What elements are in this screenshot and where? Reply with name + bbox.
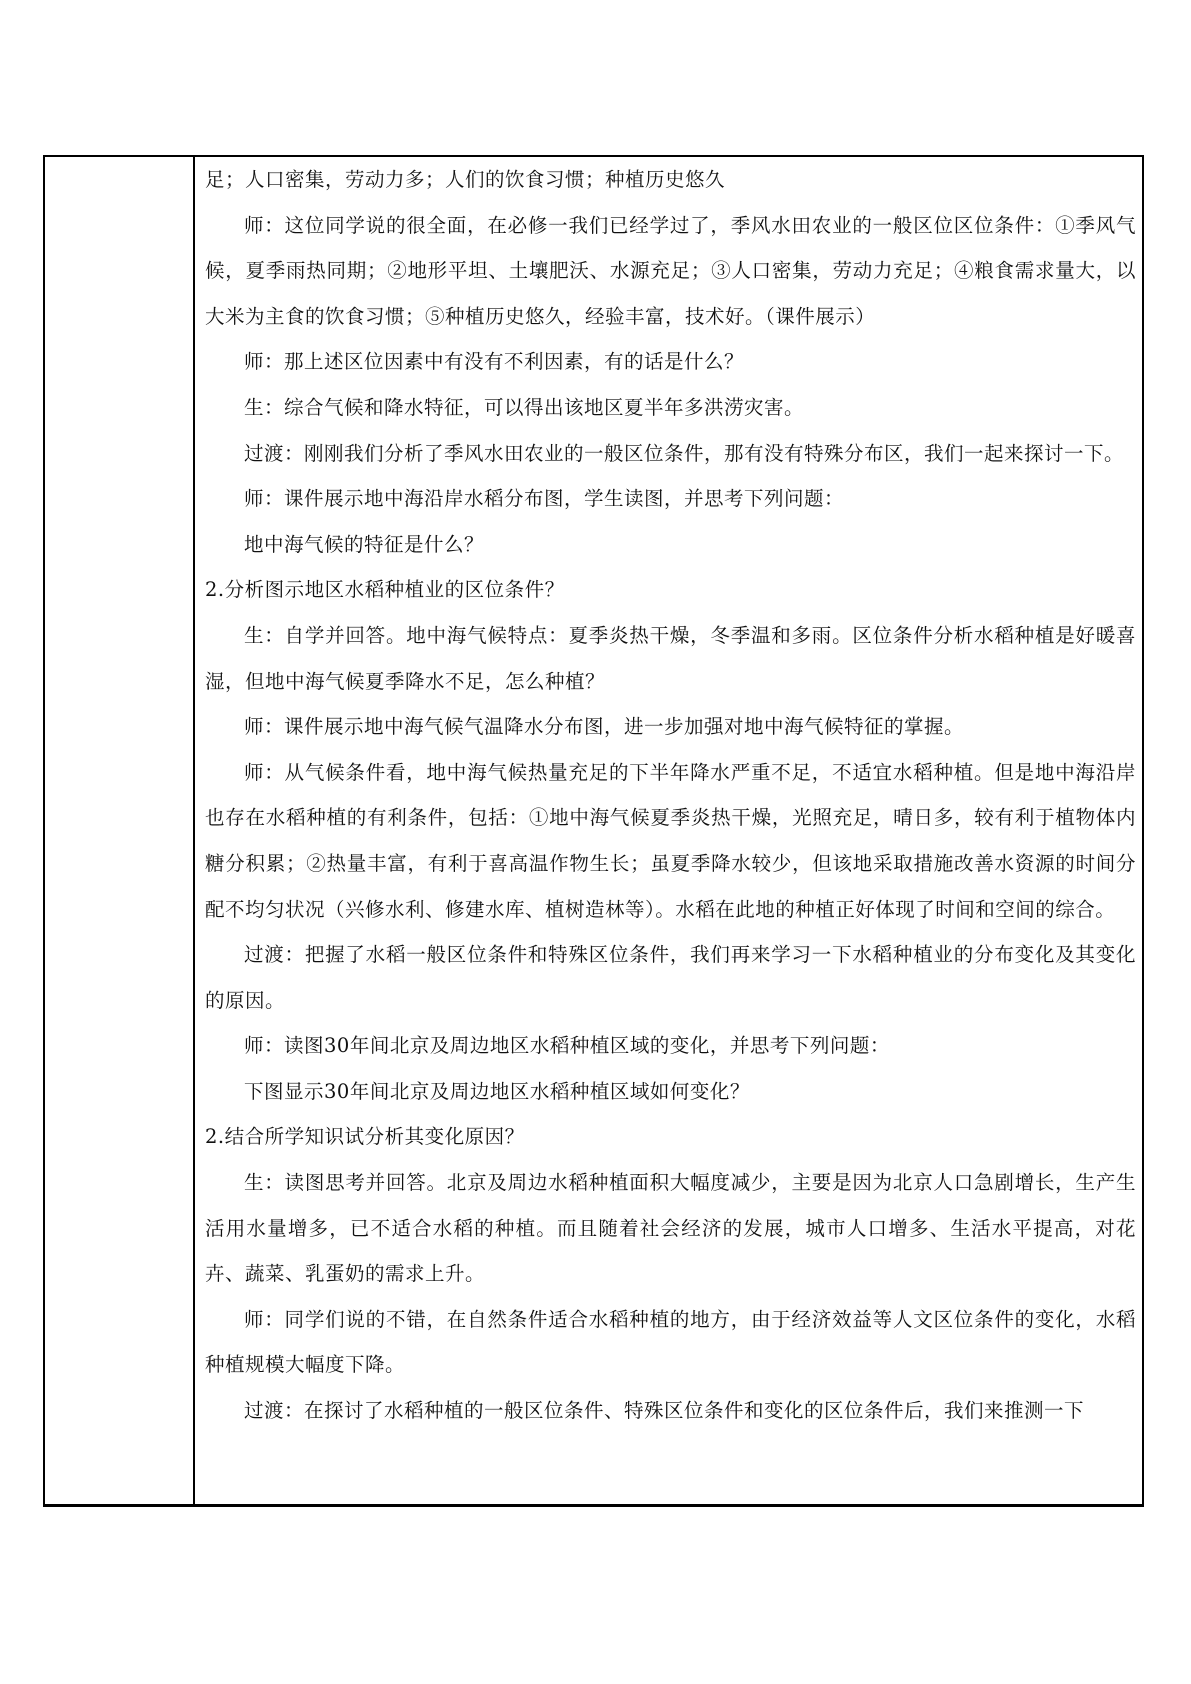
paragraph: 师：这位同学说的很全面，在必修一我们已经学过了，季风水田农业的一般区位区位条件：①季风气候，夏季雨热同期；②地形平坦、土壤肥沃、水源充足；③人口密集，劳动力充足；④粮食需求量大，以大米为主食的饮食习惯；⑤种植历史悠久，经验丰富，技术好。（课件展示） (205, 213, 1136, 328)
paragraph: 生：读图思考并回答。北京及周边水稻种植面积大幅度减少，主要是因为北京人口急剧增长，生产生活用水量增多，已不适合水稻的种植。而且随着社会经济的发展，城市人口增多、生活水平提高，对花卉、蔬菜、乳蛋奶的需求上升。 (205, 1171, 1136, 1286)
column-divider (193, 157, 195, 1504)
paragraph: 2.结合所学知识试分析其变化原因？ (205, 1125, 525, 1149)
paragraph: 过渡：在探讨了水稻种植的一般区位条件、特殊区位条件和变化的区位条件后，我们来推测一下 (244, 1399, 1085, 1423)
paragraph: 生：综合气候和降水特征，可以得出该地区夏半年多洪涝灾害。 (244, 395, 805, 419)
paragraph: 足；人口密集，劳动力多；人们的饮食习惯；种植历史悠久 (205, 168, 726, 191)
paragraph: 2.分析图示地区水稻种植业的区位条件？ (205, 578, 565, 602)
paragraph: 师：那上述区位因素中有没有不利因素，有的话是什么？ (244, 350, 745, 374)
paragraph: 过渡：把握了水稻一般区位条件和特殊区位条件，我们再来学习一下水稻种植业的分布变化及其变化的原因。 (205, 943, 1136, 1012)
lesson-content-cell (205, 157, 1136, 1434)
paragraph: 下图显示30年间北京及周边地区水稻种植区域如何变化？ (244, 1079, 750, 1103)
paragraph: 师：课件展示地中海沿岸水稻分布图，学生读图，并思考下列问题： (244, 487, 845, 511)
paragraph: 生：自学并回答。地中海气候特点：夏季炎热干燥，冬季温和多雨。区位条件分析水稻种植是好暖喜湿，但地中海气候夏季降水不足，怎么种植？ (205, 623, 1136, 693)
paragraph: 师：从气候条件看，地中海气候热量充足的下半年降水严重不足，不适宜水稻种植。但是地中海沿岸也存在水稻种植的有利条件，包括：①地中海气候夏季炎热干燥，光照充足，晴日多，较有利于植物体内糖分积累；②热量丰富，有利于喜高温作物生长；虽夏季降水较少，但该地采取措施改善水资源的时间分配不均匀状况（兴修水利、修建水库、植树造林等）。水稻在此地的种植正好体现了时间和空间的综合。 (205, 760, 1136, 921)
paragraph: 地中海气候的特征是什么？ (244, 532, 485, 556)
paragraph: 师：读图30年间北京及周边地区水稻种植区域的变化，并思考下列问题： (244, 1034, 890, 1058)
paragraph: 师：同学们说的不错，在自然条件适合水稻种植的地方，由于经济效益等人文区位条件的变化，水稻种植规模大幅度下降。 (205, 1307, 1136, 1377)
paragraph: 师：课件展示地中海气候气温降水分布图，进一步加强对地中海气候特征的掌握。 (244, 715, 965, 739)
lesson-table (43, 155, 1144, 1507)
paragraph: 过渡：刚刚我们分析了季风水田农业的一般区位条件，那有没有特殊分布区，我们一起来探讨一下。 (244, 441, 1125, 465)
